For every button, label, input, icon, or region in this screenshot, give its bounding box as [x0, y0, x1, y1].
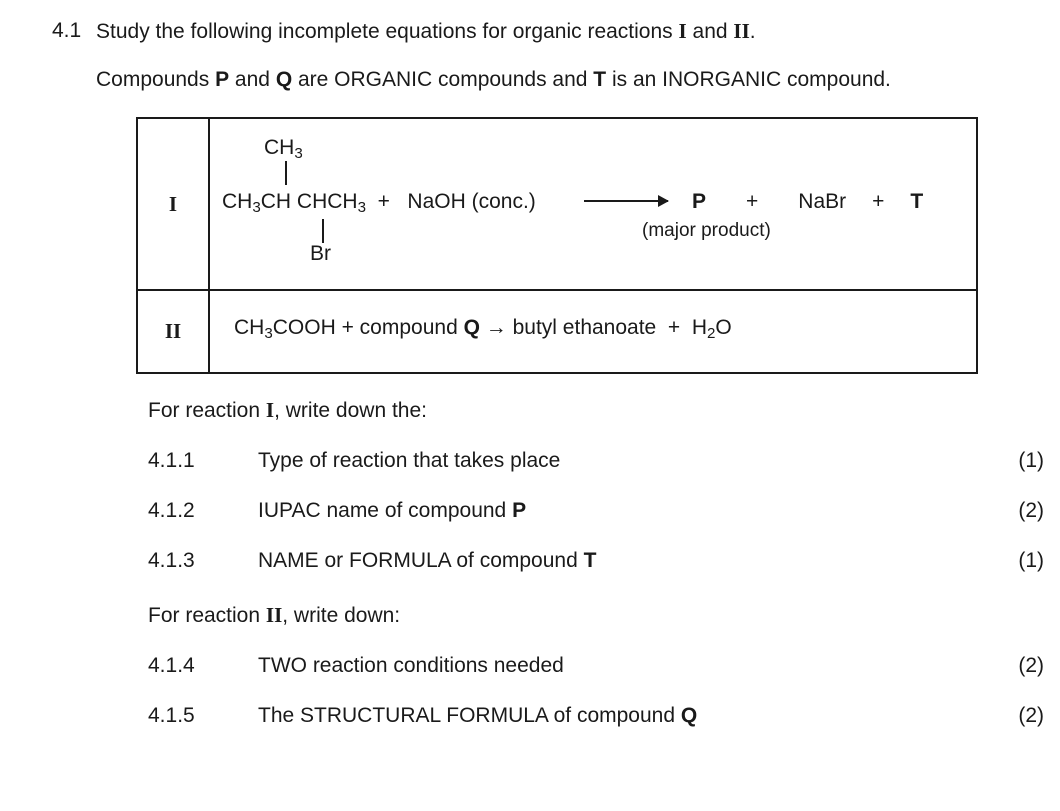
stem-suffix: . — [749, 20, 756, 43]
equations-table — [136, 117, 978, 374]
subquestion-414-number: 4.1.4 — [148, 654, 195, 678]
major-product-caption: (major product) — [642, 220, 771, 241]
equation-row-two — [138, 289, 976, 372]
subquestion-411-number: 4.1.1 — [148, 449, 195, 473]
bond-vertical-upper — [285, 161, 287, 185]
subquestion-412-compound: P — [512, 499, 527, 523]
subquestion-413-compound: T — [583, 549, 597, 573]
subquestion-414 — [0, 654, 1060, 678]
subquestion-413-marks: (1) — [1018, 549, 1044, 573]
subquestion-412-number: 4.1.2 — [148, 499, 195, 523]
compounds-note-row — [0, 65, 1060, 95]
subquestion-415 — [0, 704, 1060, 728]
question-stem — [96, 16, 1060, 47]
subquestion-412-marks: (2) — [1018, 499, 1044, 523]
subquestion-411-marks: (1) — [1018, 449, 1044, 473]
stem-label-two: II — [733, 19, 750, 43]
question-stem-row — [0, 16, 1060, 47]
subquestion-412-text — [258, 499, 974, 523]
equation-label-two: II — [138, 291, 210, 372]
product-t: T — [910, 190, 924, 213]
lead-in-reaction-two — [148, 603, 1060, 628]
note-compound-q: Q — [275, 68, 293, 91]
subquestion-414-label: TWO reaction conditions needed — [258, 654, 564, 678]
plus-two: + — [872, 190, 885, 213]
stem-label-one: I — [678, 19, 687, 43]
bromine-substituent: Br — [310, 242, 331, 265]
lead-two-suffix: , write down: — [282, 604, 401, 628]
subquestion-415-marks: (2) — [1018, 704, 1044, 728]
equation-content-two — [210, 291, 976, 372]
product-p: P — [692, 190, 707, 213]
subquestion-411 — [0, 449, 1060, 473]
note-compound-p: P — [215, 68, 230, 91]
lead-two-prefix: For reaction — [148, 604, 266, 628]
note-part-c: are ORGANIC compounds and — [292, 68, 594, 91]
reaction-one-products — [692, 189, 923, 215]
note-part-b: and — [229, 68, 276, 91]
note-part-d: is an INORGANIC compound. — [606, 68, 891, 91]
document-page — [0, 16, 1060, 811]
subquestion-414-marks: (2) — [1018, 654, 1044, 678]
lead-in-reaction-one — [148, 398, 1060, 423]
equation-content-one — [210, 119, 976, 289]
branch-methyl-group: $CH_3$ — [264, 136, 303, 163]
note-compound-t: T — [593, 68, 607, 91]
subquestion-413-text — [258, 549, 974, 573]
equation-row-one — [138, 119, 976, 289]
stem-prefix: Study the following incomplete equations for organic reactions — [96, 20, 679, 43]
lead-one-suffix: , write down the: — [274, 399, 427, 423]
reactant-chain: $CH_3CH$ $CHCH_3$ + NaOH (conc.) — [222, 190, 536, 217]
subquestion-415-compound: Q — [680, 704, 698, 728]
reaction-arrow-icon — [584, 200, 668, 202]
subquestion-414-text — [258, 654, 974, 678]
plus-one: + — [746, 190, 759, 213]
subquestion-412 — [0, 499, 1060, 523]
subquestion-412-label: IUPAC name of compound — [258, 499, 513, 523]
note-part-a: Compounds — [96, 68, 216, 91]
subquestion-411-text — [258, 449, 974, 473]
question-number: 4.1 — [52, 19, 82, 42]
product-nabr: NaBr — [798, 190, 847, 213]
subquestion-415-text — [258, 704, 974, 728]
subquestion-415-number: 4.1.5 — [148, 704, 195, 728]
compound-q-symbol: Q — [463, 316, 480, 339]
subquestion-413 — [0, 549, 1060, 573]
reaction-two-equation: $CH_3COOH$ + compound Q → butyl ethanoate + $H_2O$ — [234, 316, 732, 343]
bond-vertical-lower — [322, 219, 324, 243]
lead-two-label: II — [265, 603, 283, 628]
reaction-one-diagram — [222, 127, 966, 279]
lead-one-label: I — [265, 398, 275, 423]
subquestion-411-label: Type of reaction that takes place — [258, 449, 561, 473]
lead-one-prefix: For reaction — [148, 399, 266, 423]
compounds-note — [96, 65, 938, 95]
equation-label-one: I — [138, 119, 210, 289]
subquestion-413-number: 4.1.3 — [148, 549, 195, 573]
subquestion-413-label: NAME or FORMULA of compound — [258, 549, 584, 573]
stem-mid: and — [686, 20, 734, 43]
subquestion-415-label: The STRUCTURAL FORMULA of compound — [258, 704, 681, 728]
